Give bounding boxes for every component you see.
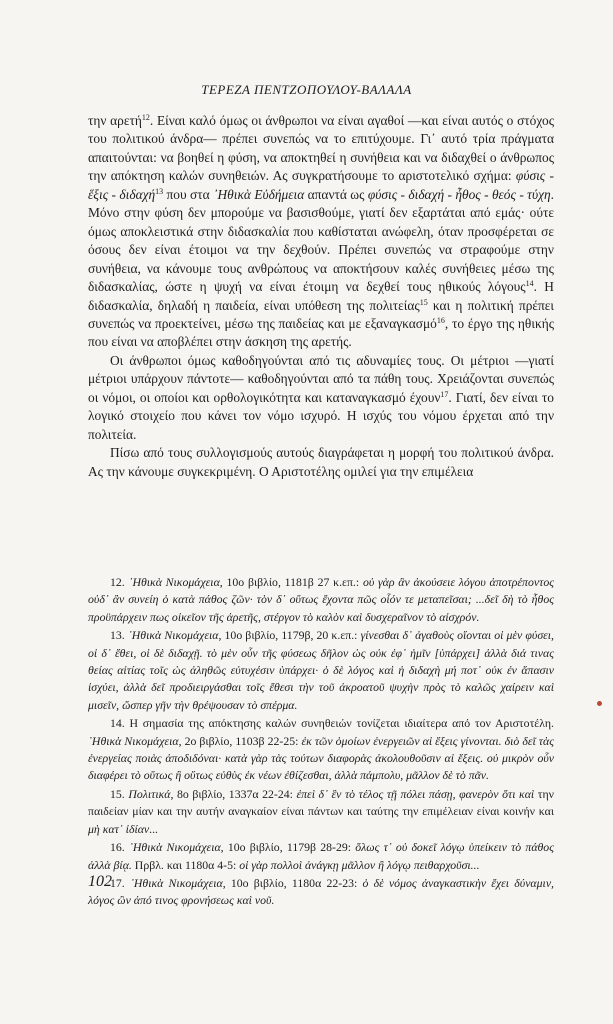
main-text [88, 112, 554, 481]
note-number: 12. [110, 575, 129, 589]
footnote-ref-17[interactable]: 17 [440, 389, 449, 399]
greek-quote: μὴ κατ᾽ ἰδίαν [88, 821, 150, 836]
work-title: ᾽Ηθικὰ Νικομάχεια [127, 628, 219, 643]
citation: , 10ο βιβλίο, 1181β 27 κ.επ.: [219, 575, 363, 589]
note-text: την παιδείαν μίαν και την αυτήν αναγκαίον είναι πάντων και ταύτης την επιμέλειαν είναι κοινήν και [88, 786, 554, 819]
note-text: 14. Η σημασία της απόκτησης καλών συνηθειών τονίζεται ιδιαίτερα από τον Αριστοτέλη. [110, 716, 554, 731]
footnote-ref-12[interactable]: 12 [141, 113, 150, 122]
greek-scheme: φύσις - ἕξις - διδαχή [88, 168, 554, 202]
citation: , 10ο βιβλίο, 1180α 22-23: [222, 875, 363, 890]
page-number: 102 [88, 873, 112, 890]
greek-quote: ὁ δὲ νόμος ἀναγκαστικὴν ἔχει δύναμιν, λόγος ὢν ἀπό τινος φρονήσεως καὶ νοῦ. [88, 875, 555, 908]
citation: Πρβλ. και 1180α 4-5: [131, 857, 240, 872]
text-run: . Μόνο στην φύση δεν μπορούμε να βασισθούμε, γιατί δεν εξαρτάται από εμάς· ούτε όμως αποκλειστικά στην διδασκαλία που καθίσταται ανώφελη, όταν προσφέρεται σε όσους δεν είναι έτοιμοι να την δεχθούν. Πρέπει συνεπώς να στραφούμε στην συνήθεια, να κάνουμε τους ανθρώπους να αποκτήσουν καλές συνήθειες μέσω της διδασκαλίας, ώστε η ψυχή να είναι έτοιμη να δεχθεί τους ηθικούς λόγους [88, 186, 555, 295]
text-run: την αρετή [88, 113, 142, 128]
citation: , 2ο βιβλίο, 1103β 22-25: [178, 733, 302, 748]
citation: , 10ο βιβλίο, 1179β 28-29: [220, 840, 356, 855]
note-number: 13. [110, 628, 128, 643]
greek-quote: γίνεσθαι δ᾽ ἀγαθοὺς οἴονται οἱ μὲν φύσει, οἱ δ᾽ ἔθει, οἱ δὲ διδαχῇ. τὸ μὲν οὖν τῆς φύσεως δῆλον ὡς οὐκ ἐφ᾽ ἡμῖν [ὑπάρχει] ἀλλὰ διά τινας θείας αἰτίας τοῖς ὡς ἀληθῶς εὐτυχέσιν ὑπάρχει· ὁ δὲ λόγος καὶ ἡ διδαχὴ μή ποτ᾽ οὐκ ἐν ἅπασιν ἰσχύει, ἀλλὰ δεῖ προδιειργάσθαι τοῖς ἔθεσι τὴν τοῦ ἀκροατοῦ ψυχὴν πρὸς τὸ καλῶς χαίρειν καὶ μισεῖν, ὥσπερ γῆν τὴν θρέψουσαν τὸ σπέρμα. [88, 628, 555, 712]
text-run: και η πολιτική πρέπει συνεπώς να προεκτείνει, μέσω της παιδείας και με εξαναγκασμό [88, 297, 554, 331]
footnote-12 [88, 574, 554, 626]
greek-quote: οὐ γὰρ ἂν ἀκούσειε λόγου ἀποτρέποντος οὐδ᾽ ἂν συνείη ὁ κατὰ πάθος ζῶν· τὸν δ᾽ οὕτως ἔχοντα πῶς οἷόν τε μεταπεῖσαι; ...δεῖ δὴ τὸ ἦθος προϋπάρχειν πως οἰκεῖον τῆς ἀρετῆς, στέργον τὸ καλὸν καὶ δυσχεραῖνον τὸ αἰσχρόν. [88, 575, 555, 624]
paragraph-3: Πίσω από τους συλλογισμούς αυτούς διαγράφεται η μορφή του πολιτικού άνδρα. Ας την κάνουμε συγκεκριμένη. Ο Αριστοτέλης ομιλεί για την επιμέλεια [88, 445, 554, 479]
note-number: 15. [110, 786, 129, 801]
footnote-15 [88, 786, 554, 838]
citation: , 10ο βιβλίο, 1179β, 20 κ.επ.: [218, 628, 361, 643]
greek-scheme: φύσις - διδαχή - ἦθος - θεός - τύχη [367, 186, 551, 202]
work-title: ᾽Ηθικὰ Νικομάχεια [129, 875, 223, 890]
footnotes [88, 574, 554, 911]
footnote-ref-14[interactable]: 14 [525, 279, 534, 289]
greek-quote: ἐπεὶ δ᾽ ἓν τὸ τέλος τῇ πόλει πάσῃ, φανερὸν ὅτι καὶ [296, 786, 535, 801]
footnote-ref-13[interactable]: 13 [155, 186, 164, 196]
note-number: 16. [110, 840, 129, 855]
greek-quote: ὅλως τ᾽ οὐ δοκεῖ λόγῳ ὑπείκειν τὸ πάθος ἀλλὰ βίᾳ. [88, 840, 554, 872]
work-title: ᾽Ηθικὰ Νικομάχεια [128, 575, 220, 589]
running-header: ΤΕΡΕΖΑ ΠΕΝΤΖΟΠΟΥΛΟΥ-ΒΑΛΑΛΑ [201, 82, 412, 97]
note-text: ... [149, 821, 159, 836]
work-title: ᾽Ηθικὰ Εὐδήμεια [213, 186, 305, 202]
text-run: . Γιατί, δεν είναι το λογικό στοιχείο που κάνει τον νόμο ισχυρό. Η ισχύς του νόμου έρχεται από την πολιτεία. [88, 389, 555, 442]
text-run: . Η διδασκαλία, δηλαδή η παιδεία, είναι υπόθεση της πολιτείας [88, 279, 554, 313]
footnote-13 [88, 627, 554, 714]
greek-quote: ἐκ τῶν ὁμοίων ἐνεργειῶν αἱ ἕξεις γίνονται. διὸ δεῖ τὰς ἐνεργείας ποιὰς ἀποδιδόναι· κατὰ γὰρ τὰς τούτων διαφορὰς ἀκολουθοῦσιν αἱ ἕξεις. οὐ μικρὸν οὖν διαφέρει τὸ οὕτως ἢ οὕτως εὐθὺς ἐκ νέων ἐθίζεσθαι, ἀλλὰ πάμπολυ, μᾶλλον δὲ τὸ πᾶν. [88, 733, 555, 783]
text-run: Οι άνθρωποι όμως καθοδηγούνται από τις αδυναμίες τους. Οι μέτριοι —γιατί μέτριοι υπάρχουν πάντοτε— καθοδηγούνται από τα πάθη τους. Χρειάζονται συνεπώς οι νόμοι, οι οποίοι και ορθολογικότητα και καταναγκασμό έχουν [88, 352, 554, 405]
paragraph-1 [88, 112, 554, 352]
text-run: απαντά ως [304, 186, 368, 202]
text-run: που στα [163, 186, 214, 202]
work-title: ᾽Ηθικὰ Νικομάχεια [128, 840, 221, 855]
paragraph-2 [88, 352, 554, 444]
footnote-16 [88, 839, 554, 874]
footnote-14 [88, 715, 554, 785]
work-title: Πολιτικά [128, 786, 171, 801]
text-run: , το έργο της ηθικής που είναι να αποβλέπει στην άσκηση της αρετής. [88, 315, 555, 350]
work-title: ᾽Ηθικὰ Νικομάχεια [88, 733, 179, 748]
citation: , 8ο βιβλίο, 1337α 22-24: [170, 786, 297, 801]
text-run: . Είναι καλό όμως οι άνθρωποι να είναι αγαθοί —και είναι αυτός ο στόχος του πολιτικού άνδρα— πρέπει συνεπώς να το επιτύχουμε. Γι᾽ αυτό τρία πράγματα απαιτούνται: να βοηθεί η φύση, να αποκτηθεί η συνήθεια και να διδαχθεί ο άνθρωπος την απόκτηση καλών συνηθειών. Ας συγκρατήσουμε το αριστοτελικό σχήμα: [88, 113, 555, 184]
note-number: 17. [110, 875, 130, 890]
greek-quote: οἱ γὰρ πολλοὶ ἀνάγκῃ μᾶλλον ἢ λόγῳ πειθαρχοῦσι... [239, 857, 480, 872]
margin-mark [597, 701, 602, 706]
footnote-ref-15[interactable]: 15 [419, 297, 428, 307]
footnote-17 [88, 875, 554, 910]
footnote-ref-16[interactable]: 16 [436, 315, 445, 325]
